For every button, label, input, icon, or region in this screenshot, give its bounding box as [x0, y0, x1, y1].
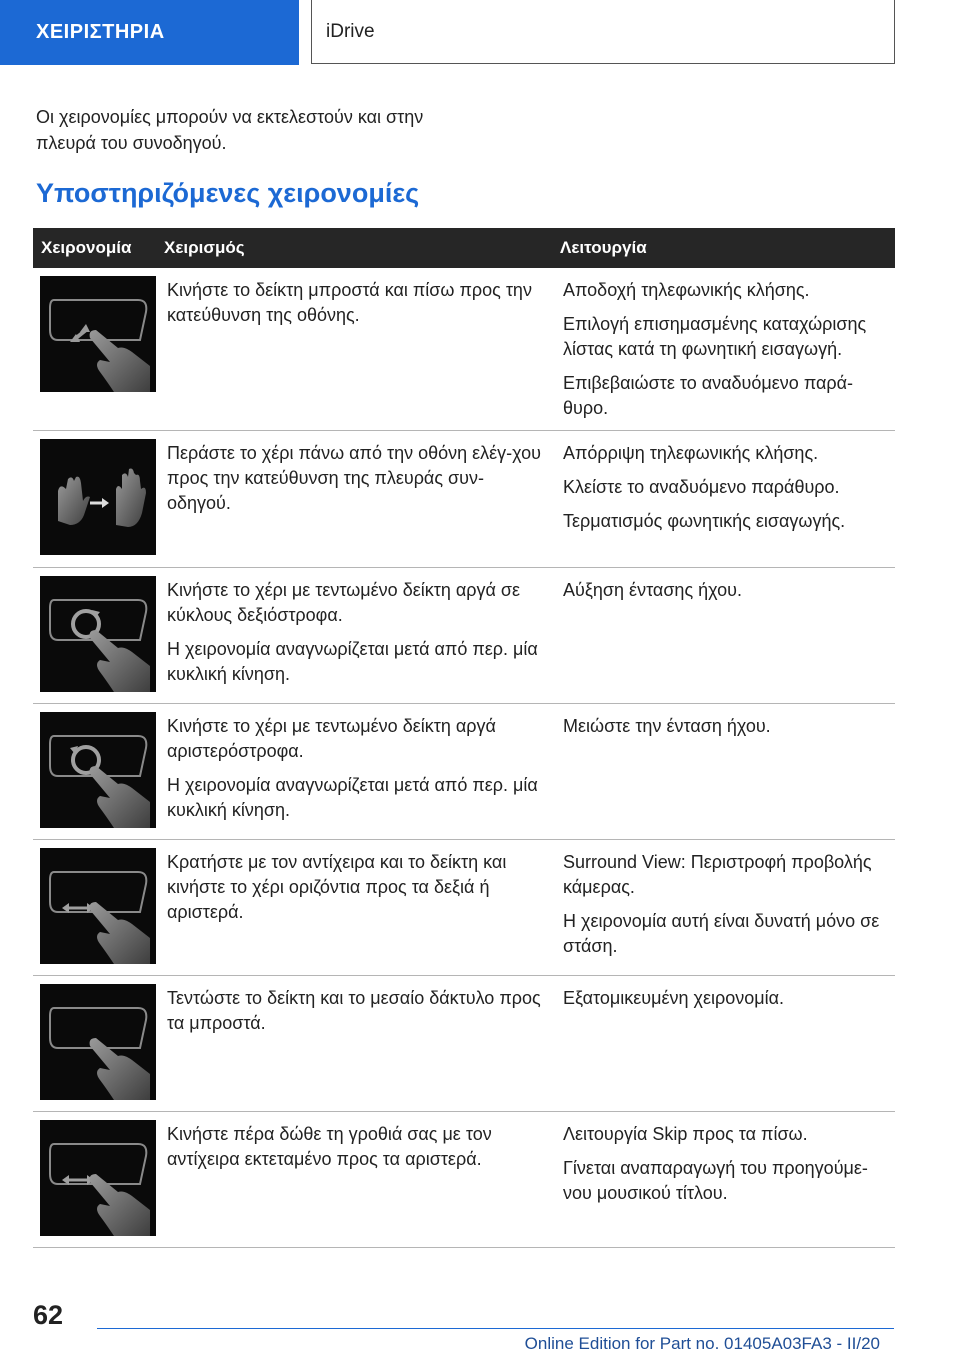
- operation-cell: [156, 268, 552, 431]
- function-cell: [552, 704, 895, 840]
- operation-cell: [156, 704, 552, 840]
- function-text: Surround View: Περιστροφή προβολής κάμερας.: [563, 852, 872, 897]
- gesture-cell: [33, 840, 156, 976]
- fist-thumb-swipe-gesture-icon: [40, 1120, 156, 1236]
- operation-text: Κινήστε το χέρι με τεντωμένο δείκτη αργά αριστερόστροφα.: [167, 716, 496, 761]
- operation-text: Κινήστε πέρα δώθε τη γροθιά σας με τον αντίχειρα εκτεταμένο προς τα αριστερά.: [167, 1124, 492, 1169]
- page-number: 62: [33, 1300, 64, 1330]
- table-row: [33, 268, 895, 431]
- table-row: [33, 704, 895, 840]
- operation-cell: [156, 840, 552, 976]
- two-finger-horizontal-gesture-icon: [40, 848, 156, 964]
- operation-cell: [156, 1112, 552, 1248]
- table-row: [33, 431, 895, 568]
- function-cell: [552, 568, 895, 704]
- function-cell: [552, 976, 895, 1112]
- operation-text: Κινήστε το δείκτη μπροστά και πίσω προς την κατεύθυνση της οθόνης.: [167, 280, 532, 325]
- function-text: Αύξηση έντασης ήχου.: [563, 580, 742, 600]
- function-text: Λειτουργία Skip προς τα πίσω.: [563, 1124, 808, 1144]
- function-text: Η χειρονομία αυτή είναι δυνατή μόνο σε στάση.: [563, 911, 880, 956]
- circle-clockwise-gesture-icon: [40, 576, 156, 692]
- function-text: Κλείστε το αναδυόμενο παράθυρο.: [563, 477, 840, 497]
- index-finger-forward-back-gesture-icon: [40, 276, 156, 392]
- operation-text: Η χειρονομία αναγνωρίζεται μετά από περ. μία κυκλική κίνηση.: [167, 775, 538, 820]
- function-cell: [552, 268, 895, 431]
- operation-text: Η χειρονομία αναγνωρίζεται μετά από περ. μία κυκλική κίνηση.: [167, 639, 538, 684]
- function-text: Μειώστε την ένταση ήχου.: [563, 716, 771, 736]
- gesture-table: [33, 228, 895, 1248]
- table-header-row: [33, 228, 895, 268]
- operation-text: Κινήστε το χέρι με τεντωμένο δείκτη αργά σε κύκλους δεξιόστροφα.: [167, 580, 521, 625]
- gesture-cell: [33, 1112, 156, 1248]
- operation-cell: [156, 431, 552, 568]
- intro-paragraph: Οι χειρονομίες μπορούν να εκτελεστούν και στην πλευρά του συνοδηγού.: [36, 107, 424, 153]
- footer-edition-text: Online Edition for Part no. 01405A03FA3 - II/20: [524, 1334, 880, 1353]
- column-header-operation: Χειρισμός: [156, 228, 552, 268]
- gesture-cell: [33, 568, 156, 704]
- function-text: Τερματισμός φωνητικής εισαγωγής.: [563, 511, 846, 531]
- footer-divider: [97, 1328, 894, 1329]
- table-row: [33, 840, 895, 976]
- gesture-cell: [33, 431, 156, 568]
- header-section-label: ΧΕΙΡΙΣΤΗΡΙΑ: [36, 21, 165, 43]
- operation-text: Περάστε το χέρι πάνω από την οθόνη ελέγ-χου προς την κατεύθυνση της πλευράς συν-οδηγού.: [167, 443, 541, 513]
- function-text: Απόρριψη τηλεφωνικής κλήσης.: [563, 443, 819, 463]
- function-text: Επιβεβαιώστε το αναδυόμενο παρά-θυρο.: [563, 373, 854, 418]
- circle-counterclockwise-gesture-icon: [40, 712, 156, 828]
- gesture-cell: [33, 976, 156, 1112]
- function-text: Αποδοχή τηλεφωνικής κλήσης.: [563, 280, 810, 300]
- header-section-tab: [0, 0, 299, 65]
- header-chapter-tab: [311, 0, 895, 64]
- function-text: Επιλογή επισημασμένης καταχώρισης λίστας κατά τη φωνητική εισαγωγή.: [563, 314, 867, 359]
- gesture-cell: [33, 268, 156, 431]
- operation-text: Τεντώστε το δείκτη και το μεσαίο δάκτυλο προς τα μπροστά.: [167, 988, 541, 1033]
- table-row: [33, 976, 895, 1112]
- column-header-gesture: Χειρονομία: [33, 228, 156, 268]
- hand-swipe-gesture-icon: [40, 439, 156, 555]
- operation-cell: [156, 976, 552, 1112]
- section-title: Υποστηριζόμενες χειρονομίες: [36, 178, 420, 208]
- header-chapter-label: iDrive: [326, 20, 375, 42]
- two-finger-point-gesture-icon: [40, 984, 156, 1100]
- column-header-function: Λειτουργία: [552, 228, 895, 268]
- table-row: [33, 568, 895, 704]
- function-text: Γίνεται αναπαραγωγή του προηγούμε-νου μουσικού τίτλου.: [563, 1158, 868, 1203]
- gesture-cell: [33, 704, 156, 840]
- function-cell: [552, 1112, 895, 1248]
- function-text: Εξατομικευμένη χειρονομία.: [563, 988, 785, 1008]
- operation-cell: [156, 568, 552, 704]
- function-cell: [552, 840, 895, 976]
- operation-text: Κρατήστε με τον αντίχειρα και το δείκτη και κινήστε το χέρι οριζόντια προς τα δεξιά ή αριστερά.: [167, 852, 507, 922]
- table-row: [33, 1112, 895, 1248]
- function-cell: [552, 431, 895, 568]
